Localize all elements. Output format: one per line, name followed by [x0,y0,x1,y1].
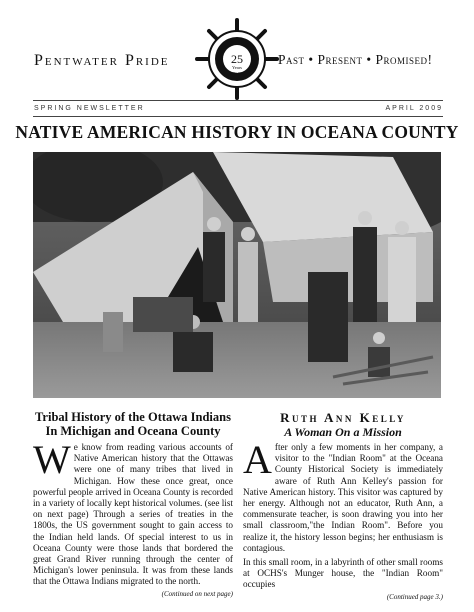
article-body [243,437,443,554]
header-rule-top [33,100,443,101]
brand-title: Pentwater Pride [34,52,170,69]
logo-dates: 1982-2007 [230,71,244,75]
masthead [0,0,474,100]
article-title-line1: Tribal History of the Ottawa Indians [35,410,231,424]
continued-note: (Continued page 3.) [386,592,443,601]
dropcap: A [243,437,272,482]
article-subtitle: A Woman On a Mission [284,425,402,439]
newsletter-date: APRIL 2009 [385,105,443,112]
article-body-text: e know from reading various accounts of Native American history that the Ottawas were one of many tribes that lived in Michigan. How these once great, once powerful people arrived in Oceana County is recorded in a variety of locally kept historical volumes. (see list on next page) Through a series of treaties in the 1800s, the US government sought to gain access to the Indian held lands. Of special interest to us in Oceana County were those lands that bordered the great Grand River running through the center of Michigan's lower peninsula. It was from these lands that the Ottawa Indians migrated to the north. [33,442,233,587]
page-headline: NATIVE AMERICAN HISTORY IN OCEANA COUNTY [15,122,459,142]
article-ruth-ann-kelly [243,410,443,601]
article-title-line2: In Michigan and Oceana County [45,424,221,438]
historic-photo [33,152,441,398]
article-ottawa-history [33,410,233,598]
continued-note: (Continued on next page) [161,589,233,598]
header-rule-bottom [33,116,443,117]
logo-word: Years [231,65,243,70]
logo-number: 25 [231,52,243,66]
article-body-para2: In this small room, in a labyrinth of other small rooms at OCHS's Munger house, the "Indian Room" occupies [243,557,443,590]
ship-wheel-logo-icon [193,18,281,100]
dropcap: W [33,437,71,482]
newsletter-label: SPRING NEWSLETTER [34,105,145,112]
article-name: Ruth Ann Kelly [280,410,406,425]
article-body [33,437,233,588]
article-body-text: fter only a few moments in her company, a visitor to the "Indian Room" at the Oceana County Historical Society is immediately aware of Ruth Ann Kelley's passion for Native American history. This visitor was captured by her energy. Although not an educator, Ruth Ann, a commensurate teacher, is soon drawing you into her small classroom,"the Indian Room". Before you realize it, the history lesson begins; her enthusiasm is contagious. [243,442,443,553]
brand-slogan: Past • Present • Promised! [278,52,433,67]
